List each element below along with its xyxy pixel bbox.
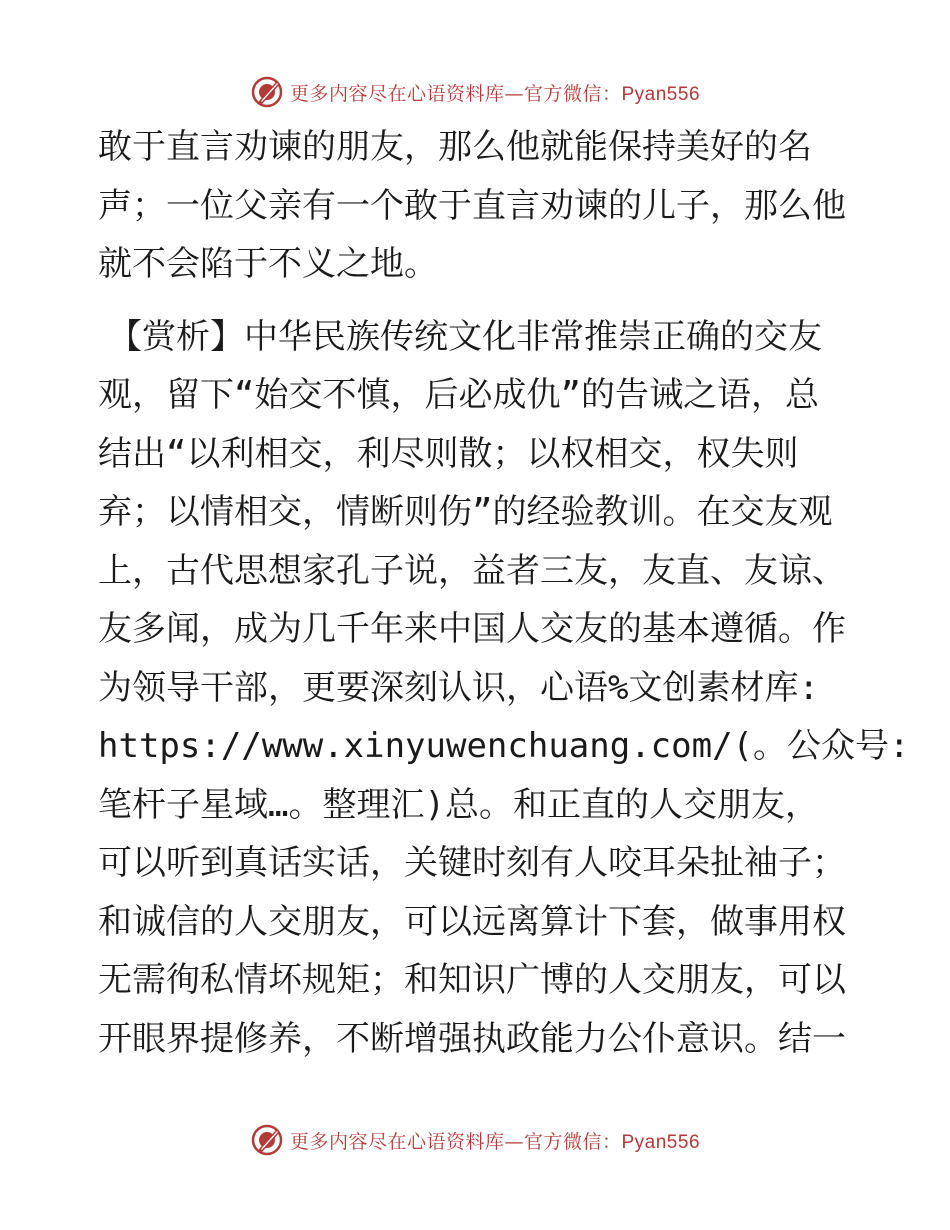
- wechat-id: Pyan556: [621, 1131, 701, 1153]
- text-line: 声；一位父亲有一个敢于直言劝谏的儿子，那么他: [98, 185, 846, 226]
- text-line: 结出“以利相交，利尽则散；以权相交，权失则: [98, 433, 799, 474]
- logo-icon: [250, 75, 284, 109]
- paragraph-2: [108, 308, 858, 367]
- text-line: 友多闻，成为几千年来中国人交友的基本遵循。作: [98, 609, 846, 649]
- text-line: 就不会陷于不义之地。: [98, 244, 438, 284]
- text-line: 可以听到真话实话，关键时刻有人咬耳朵扯袖子；: [98, 843, 846, 883]
- wechat-id: Pyan556: [621, 83, 701, 105]
- banner-text: 更多内容尽在心语资料库—官方微信：Pyan556: [289, 82, 701, 105]
- text-line: 弃；以情相交，情断则伤”的经验教训。在交友观: [98, 492, 833, 532]
- paragraph-2-body: [98, 366, 910, 1068]
- logo-icon: [250, 1123, 284, 1157]
- text-line-url: https://www.xinyuwenchuang.com/(。公众号:: [98, 726, 910, 766]
- text-line: 笔杆子星域…。整理汇)总。和正直的人交朋友，: [98, 784, 819, 825]
- banner-text: 更多内容尽在心语资料库—官方微信：Pyan556: [289, 1130, 701, 1153]
- text-line: 为领导干部，更要深刻认识，心语%文创素材库:: [98, 667, 819, 708]
- paragraph-1: [98, 118, 858, 294]
- text-line: 无需徇私情坏规矩；和知识广博的人交朋友，可以: [98, 960, 846, 1000]
- document-body: [98, 118, 910, 1068]
- text-line: 上，古代思想家孔子说，益者三友，友直、友谅、: [98, 550, 846, 591]
- text-line: 敢于直言劝谏的朋友，那么他就能保持美好的名: [98, 127, 812, 167]
- text-line: 和诚信的人交朋友，可以远离算计下套，做事用权: [98, 901, 846, 942]
- text-line: 观，留下“始交不慎，后必成仇”的告诫之语，总: [98, 375, 819, 415]
- footer-banner: [0, 1120, 950, 1160]
- header-banner: [0, 72, 950, 112]
- text-line: 开眼界提修养，不断增强执政能力公仆意识。结一: [98, 1018, 846, 1059]
- text-line: 【赏析】中华民族传统文化非常推崇正确的交友: [108, 316, 822, 357]
